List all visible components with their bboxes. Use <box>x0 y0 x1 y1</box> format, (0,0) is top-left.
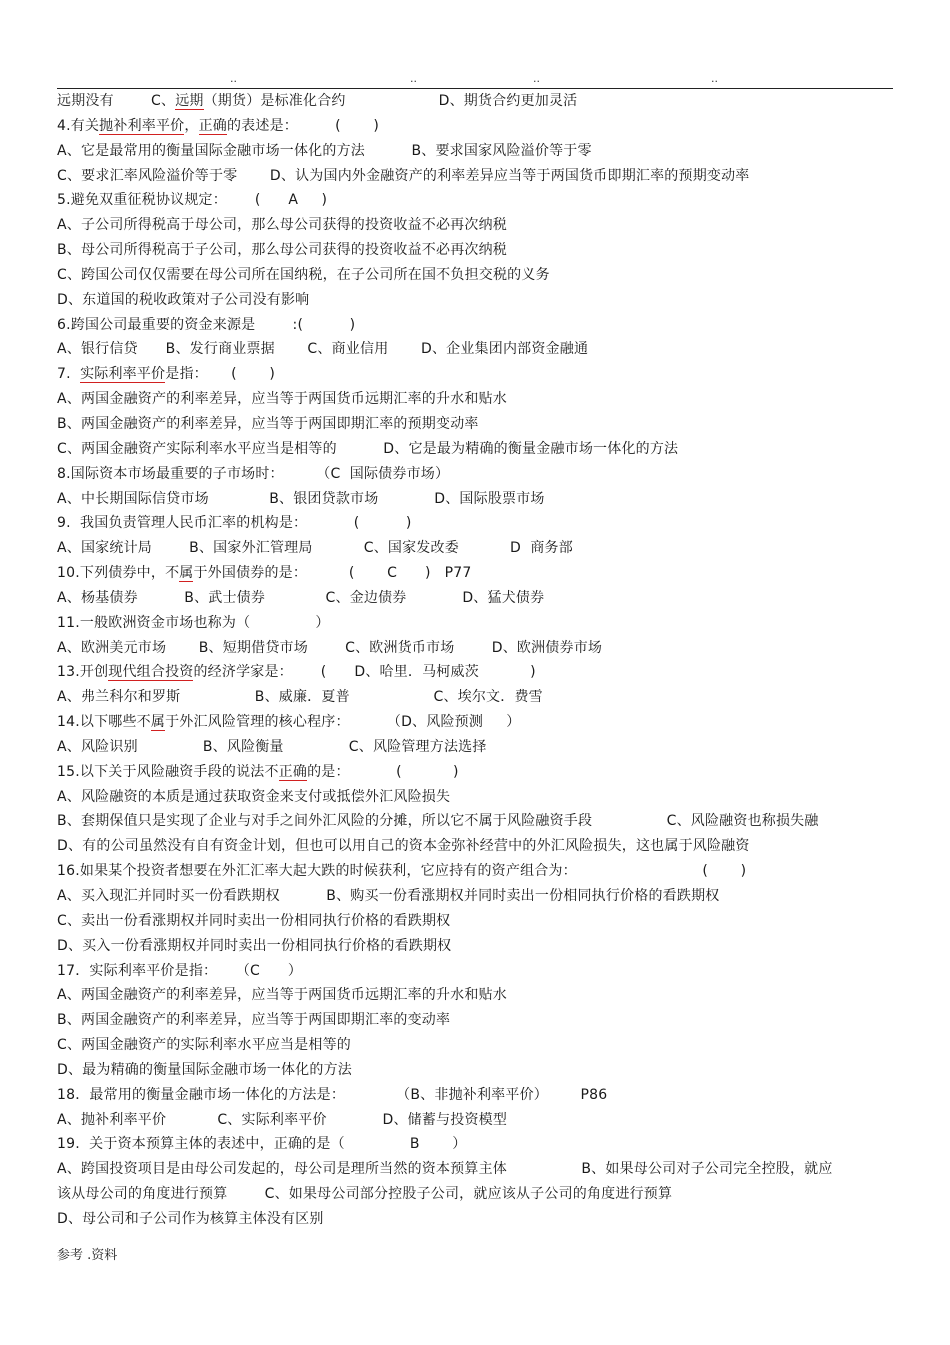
text-segment: 于外国债券的是： ( C ) P77 <box>193 565 472 582</box>
text-segment: 18．最常用的衡量金融市场一体化的方法是： （B、非抛补利率平价） P86 <box>57 1086 608 1103</box>
text-line <box>57 89 917 114</box>
text-segment: 的经济学家是： ( D、哈里．马柯威茨 ) <box>193 664 536 681</box>
text-line <box>57 586 917 611</box>
text-segment: A、风险识别 B、风险衡量 C、风险管理方法选择 <box>57 738 487 755</box>
text-line <box>57 536 917 561</box>
text-segment: C、跨国公司仅仅需要在母公司所在国纳税，在子公司所在国不负担交税的义务 <box>57 266 550 283</box>
text-line <box>57 859 917 884</box>
text-segment: 的表述是： ( ) <box>226 117 380 134</box>
underlined-text: 正确 <box>198 117 227 134</box>
text-segment: 10.下列债券中，不 <box>57 565 180 582</box>
text-line <box>57 337 917 362</box>
text-line <box>57 1083 917 1108</box>
text-segment: 7. <box>57 366 81 383</box>
text-line <box>57 238 917 263</box>
text-segment: A、银行信贷 B、发行商业票据 C、商业信用 D、企业集团内部资金融通 <box>57 341 589 358</box>
text-segment: A、杨基债券 B、武士债券 C、金边债券 D、猛犬债券 <box>57 589 545 606</box>
text-segment: 6.跨国公司最重要的资金来源是 :( ) <box>57 316 356 333</box>
text-segment: 4.有关 <box>57 117 100 134</box>
text-line <box>57 288 917 313</box>
text-line <box>57 934 917 959</box>
text-segment: A、抛补利率平价 C、实际利率平价 D、储蓄与投资模型 <box>57 1111 508 1128</box>
text-segment: D、买入一份看涨期权并同时卖出一份相同执行价格的看跌期权 <box>57 937 452 954</box>
text-segment: D、最为精确的衡量国际金融市场一体化的方法 <box>57 1061 352 1078</box>
text-segment: A、两国金融资产的利率差异，应当等于两国货币远期汇率的升水和贴水 <box>57 987 507 1004</box>
text-segment: 远期没有 C、 <box>57 93 176 109</box>
text-line <box>57 685 917 710</box>
text-segment: D、东道国的税收政策对子公司没有影响 <box>57 291 310 308</box>
text-line <box>57 1108 917 1133</box>
text-line <box>57 164 917 189</box>
header-dots: .. <box>711 72 718 85</box>
text-line <box>57 1132 917 1157</box>
underlined-text: 属 <box>179 565 194 582</box>
header-dots: .. <box>533 72 540 85</box>
text-line <box>57 362 917 387</box>
text-line <box>57 387 917 412</box>
text-line <box>57 263 917 288</box>
text-segment: 13.开创 <box>57 664 109 681</box>
text-segment: D、有的公司虽然没有自有资金计划，但也可以用自己的资本金弥补经营中的外汇风险损失，这也属于风险融资 <box>57 838 750 855</box>
text-line <box>57 1033 917 1058</box>
text-segment: ， <box>184 117 199 134</box>
text-line <box>57 114 917 139</box>
text-line <box>57 313 917 338</box>
text-line <box>57 1157 917 1182</box>
underlined-text: 远期 <box>175 93 204 109</box>
text-segment: A、两国金融资产的利率差异，应当等于两国货币远期汇率的升水和贴水 <box>57 391 507 408</box>
text-line <box>57 1008 917 1033</box>
text-line <box>57 1058 917 1083</box>
text-segment: 14.以下哪些不 <box>57 714 151 731</box>
text-line <box>57 959 917 984</box>
text-line <box>57 412 917 437</box>
header-dots: .. <box>410 72 417 85</box>
header-dots: .. <box>230 72 237 85</box>
text-segment: A、中长期国际信贷市场 B、银团贷款市场 D、国际股票市场 <box>57 490 545 507</box>
text-segment: 于外汇风险管理的核心程序： （D、风险预测 ） <box>165 714 521 731</box>
text-line <box>57 809 917 834</box>
text-segment: D、母公司和子公司作为核算主体没有区别 <box>57 1210 324 1227</box>
text-segment: A、买入现汇并同时买一份看跌期权 B、购买一份看涨期权并同时卖出一份相同执行价格的看跌期权 <box>57 888 720 904</box>
text-line <box>57 884 917 909</box>
text-segment: 8.国际资本市场最重要的子市场时： （C 国际债券市场） <box>57 465 450 482</box>
text-line <box>57 983 917 1008</box>
page-footer: 参考 .资料 <box>57 1248 118 1263</box>
text-segment: （期货）是标准化合约 D、期货合约更加灵活 <box>203 93 578 109</box>
text-line <box>57 511 917 536</box>
text-segment: C、卖出一份看涨期权并同时卖出一份相同执行价格的看跌期权 <box>57 912 451 929</box>
document-body <box>57 89 917 1232</box>
text-line <box>57 636 917 661</box>
text-segment: 16.如果某个投资者想要在外汇汇率大起大跌的时候获利，它应持有的资产组合为： ( ) <box>57 863 747 880</box>
text-segment: A、欧洲美元市场 B、短期借贷市场 C、欧洲货币市场 D、欧洲债券市场 <box>57 639 603 656</box>
text-line <box>57 1182 917 1207</box>
underlined-text: 抛补利率平价 <box>99 117 185 134</box>
text-line <box>57 139 917 164</box>
text-segment: 的是： ( ) <box>307 763 459 780</box>
text-segment: C、两国金融资产的实际利率水平应当是相等的 <box>57 1037 351 1054</box>
text-segment: A、国家统计局 B、国家外汇管理局 C、国家发改委 D 商务部 <box>57 540 573 557</box>
text-segment: B、两国金融资产的利率差异，应当等于两国即期汇率的变动率 <box>57 1012 451 1029</box>
text-segment: A、跨国投资项目是由母公司发起的，母公司是理所当然的资本预算主体 B、如果母公司对子公司完全控股，就应 <box>57 1161 833 1178</box>
text-segment: 9. 我国负责管理人民币汇率的机构是： ( ) <box>57 515 412 532</box>
text-segment: B、两国金融资产的利率差异，应当等于两国即期汇率的预期变动率 <box>57 415 479 432</box>
text-line <box>57 1207 917 1232</box>
text-segment: 19. 关于资本预算主体的表述中，正确的是（ B ） <box>57 1136 467 1153</box>
text-line <box>57 611 917 636</box>
text-segment: A、弗兰科尔和罗斯 B、威廉．夏普 C、埃尔文．费雪 <box>57 689 543 706</box>
text-line <box>57 213 917 238</box>
text-segment: A、它是最常用的衡量国际金融市场一体化的方法 B、要求国家风险溢价等于零 <box>57 142 592 159</box>
text-segment: 17．实际利率平价是指： （C ） <box>57 962 303 979</box>
underlined-text: 实际利率平价 <box>80 366 166 383</box>
text-line <box>57 462 917 487</box>
text-segment: 是指： ( ) <box>165 366 275 383</box>
text-segment: C、要求汇率风险溢价等于零 D、认为国内外金融资产的利率差异应当等于两国货币即期汇率的预期变动率 <box>57 167 750 184</box>
text-line <box>57 760 917 785</box>
text-segment: B、母公司所得税高于子公司，那么母公司获得的投资收益不必再次纳税 <box>57 242 508 259</box>
text-segment: A、风险融资的本质是通过获取资金来支付或抵偿外汇风险损失 <box>57 788 451 805</box>
text-line <box>57 188 917 213</box>
text-segment: 11.一般欧洲资金市场也称为（ ） <box>57 614 330 631</box>
text-line <box>57 660 917 685</box>
text-segment: B、套期保值只是实现了企业与对手之间外汇风险的分摊，所以它不属于风险融资手段 C、风险融资也称损失融 <box>57 813 819 830</box>
text-segment: C、两国金融资产实际利率水平应当是相等的 D、它是最为精确的衡量金融市场一体化的方法 <box>57 440 679 457</box>
text-line <box>57 437 917 462</box>
text-line <box>57 561 917 586</box>
text-line <box>57 735 917 760</box>
text-segment: 5.避免双重征税协议规定： ( A ) <box>57 192 328 209</box>
text-line <box>57 909 917 934</box>
underlined-text: 正确 <box>278 763 308 780</box>
text-line <box>57 834 917 859</box>
text-segment: 该从母公司的角度进行预算 C、如果母公司部分控股子公司，就应该从子公司的角度进行预算 <box>57 1186 673 1203</box>
text-segment: 15.以下关于风险融资手段的说法不 <box>57 763 279 780</box>
text-line <box>57 710 917 735</box>
underlined-text: 属 <box>150 714 166 731</box>
text-line <box>57 487 917 512</box>
underlined-text: 现代组合投资 <box>108 664 194 681</box>
text-segment: A、子公司所得税高于母公司，那么母公司获得的投资收益不必再次纳税 <box>57 217 507 234</box>
text-line <box>57 785 917 810</box>
